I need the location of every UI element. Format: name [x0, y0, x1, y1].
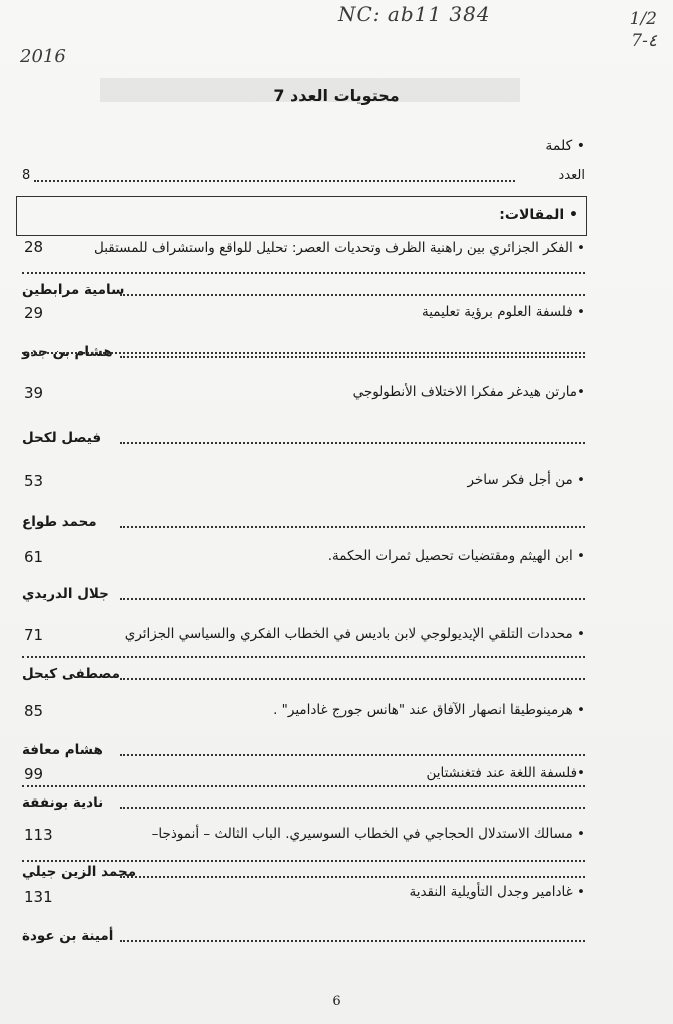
toc-entry: [0, 240, 673, 310]
toc-entry-page: 113: [24, 826, 53, 844]
articles-header-box: [16, 196, 587, 236]
toc-entry-author: فيصل لكحل: [22, 430, 102, 446]
dot-leader-upper: [22, 860, 585, 862]
dot-leader: [120, 940, 585, 942]
dot-leader: [120, 356, 585, 358]
toc-entry: [0, 884, 673, 954]
toc-entry: [0, 304, 673, 374]
dot-leader-upper: [22, 785, 585, 787]
toc-entry-title: • ابن الهيثم ومقتضيات تحصيل ثمرات الحكمة.: [327, 548, 585, 564]
toc-entry-title: • الفكر الجزائري بين راهنية الظرف وتحديات العصر: تحليل للواقع واستشراف للمستقبل: [93, 240, 585, 256]
toc-entry-page: 99: [24, 765, 44, 783]
page-title: محتويات العدد 7: [273, 86, 400, 105]
toc-entry-title: • غادامير وجدل التأويلية النقدية: [409, 884, 585, 900]
kalima-entry-line: [22, 168, 585, 188]
toc-entry-title: • من أجل فكر ساخر: [467, 472, 585, 488]
dot-leader-upper: [22, 272, 585, 274]
toc-entry-title: • محددات التلقي الإيديولوجي لابن باديس في الخطاب الفكري والسياسي الجزائري: [124, 626, 585, 642]
dot-leader: [120, 754, 585, 756]
dot-leader: [120, 876, 585, 878]
kalima-line-label: العدد: [558, 168, 585, 183]
kalima-heading: [22, 138, 585, 154]
toc-entry: [0, 384, 673, 454]
toc-entry-title: • هرمينوطيقا انصهار الآفاق عند "هانس جورج غادامير" .: [273, 702, 585, 718]
articles-header-label: • المقالات:: [499, 207, 578, 223]
dot-leader: [120, 598, 585, 600]
toc-entry: [0, 548, 673, 618]
toc-entry-author: نادية بونفقة: [22, 795, 104, 811]
dot-leader: [120, 807, 585, 809]
toc-entry-title: •فلسفة اللغة عند فتغنشتاين: [426, 765, 585, 781]
kalima-page-number: 8: [22, 168, 31, 183]
page-number: 6: [332, 994, 341, 1009]
toc-entry: [0, 702, 673, 772]
dot-leader: [34, 180, 515, 182]
toc-entry-page: 39: [24, 384, 44, 402]
toc-entry-page: 61: [24, 548, 44, 566]
toc-entry-author: هشام بن جدو: [22, 344, 113, 360]
dot-leader: [120, 442, 585, 444]
dot-leader-upper: [22, 656, 585, 658]
kalima-bullet: •: [576, 138, 585, 154]
toc-entry-title: •مارتن هيدغر مفكرا الاختلاف الأنطولوجي: [352, 384, 585, 400]
corner-note-bottom: 7-٤: [631, 31, 657, 51]
handwritten-catalog-number: NC: ab11 384: [338, 2, 491, 26]
handwritten-corner-note: [630, 8, 657, 52]
toc-entry-page: 28: [24, 238, 44, 256]
toc-entry: [0, 472, 673, 542]
toc-entry-page: 85: [24, 702, 44, 720]
dot-leader-upper: [22, 352, 585, 354]
toc-entry-author: محمد الزين جيلي: [22, 864, 137, 880]
toc-entry-page: 131: [24, 888, 53, 906]
toc-entry-author: جلال الدريدي: [22, 586, 109, 602]
corner-note-top: 1/2: [629, 9, 657, 29]
toc-entry-author: سامية مرابطين: [22, 282, 125, 298]
toc-entry-title: • مسالك الاستدلال الحجاجي في الخطاب السوسيري. الباب الثالث – أنموذجا–: [151, 826, 585, 842]
toc-entry-page: 53: [24, 472, 44, 490]
toc-entry-author: أمينة بن عودة: [22, 928, 114, 944]
dot-leader: [120, 526, 585, 528]
dot-leader: [120, 294, 585, 296]
dot-leader: [120, 678, 585, 680]
kalima-label: كلمة: [545, 138, 573, 154]
toc-entry-title: • فلسفة العلوم برؤية تعليمية: [422, 304, 585, 320]
toc-entry-page: 29: [24, 304, 44, 322]
toc-entry: [0, 765, 673, 835]
toc-entry-author: هشام معافة: [22, 742, 103, 758]
toc-entry-author: محمد طواع: [22, 514, 97, 530]
toc-entry-author: مصطفى كيحل: [22, 666, 121, 682]
handwritten-year: 2016: [20, 46, 66, 67]
toc-entry: [0, 626, 673, 696]
toc-entry-page: 71: [24, 626, 44, 644]
